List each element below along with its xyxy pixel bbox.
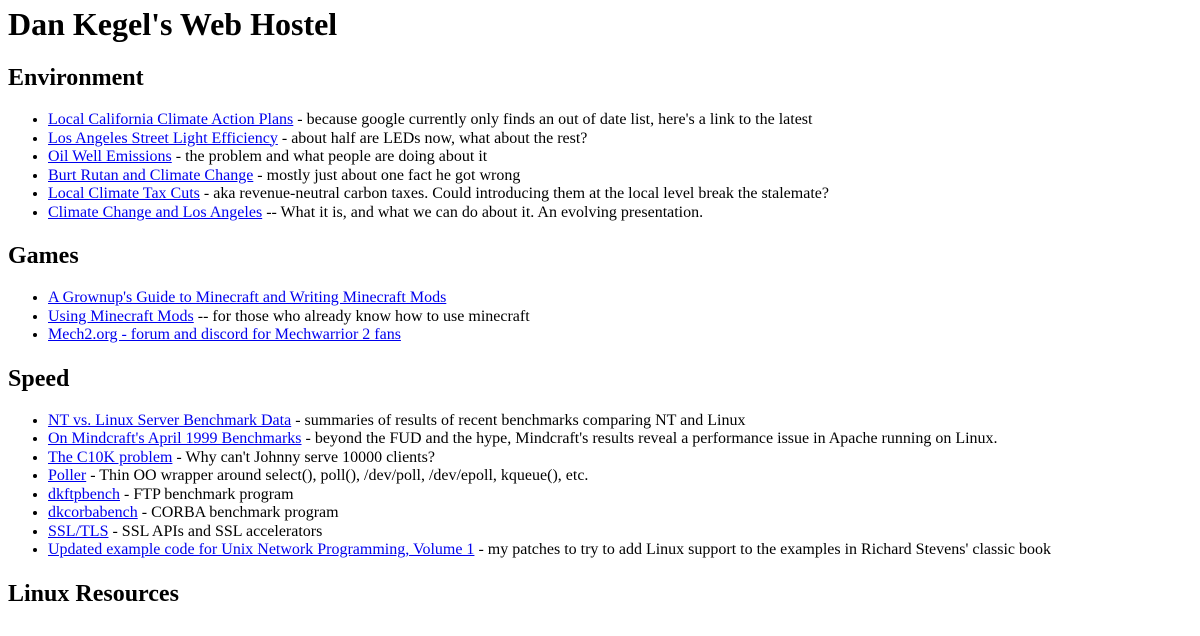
section-heading: Games (8, 243, 79, 269)
item-description: - Thin OO wrapper around select(), poll(), /dev/poll, /dev/epoll, kqueue(), etc. (86, 467, 589, 484)
link-list (8, 111, 1192, 222)
section-linux-resources (8, 580, 1192, 608)
link-mech2[interactable]: Mech2.org - forum and discord for Mechwarrior 2 fans (48, 326, 401, 343)
list-item (48, 130, 1192, 149)
list-item (48, 523, 1192, 542)
item-description: - SSL APIs and SSL accelerators (108, 522, 323, 540)
link-street-light-efficiency[interactable]: Los Angeles Street Light Efficiency (48, 129, 278, 147)
link-dkftpbench[interactable]: dkftpbench (48, 485, 120, 503)
section-heading: Linux Resources (8, 580, 179, 607)
list-item (48, 430, 1192, 449)
list-item (48, 111, 1192, 130)
item-description: - mostly just about one fact he got wrong (253, 166, 521, 184)
list-item (48, 541, 1192, 560)
item-description: - summaries of results of recent benchmarks comparing NT and Linux (291, 411, 746, 429)
item-description: -- What it is, and what we can do about it. An evolving presentation. (262, 203, 704, 221)
item-description: - the problem and what people are doing about it (171, 148, 488, 165)
link-mindcraft[interactable]: On Mindcraft's April 1999 Benchmarks (48, 430, 302, 447)
list-item (48, 449, 1192, 468)
list-item (48, 185, 1192, 204)
link-minecraft-guide[interactable]: A Grownup's Guide to Minecraft and Writing Minecraft Mods (48, 289, 447, 306)
item-description: - Why can't Johnny serve 10000 clients? (172, 448, 435, 466)
item-description: - FTP benchmark program (119, 485, 294, 503)
link-nt-vs-linux[interactable]: NT vs. Linux Server Benchmark Data (48, 411, 292, 429)
section-heading: Environment (8, 65, 144, 91)
link-list (8, 289, 1192, 345)
list-item (48, 289, 1192, 308)
section-speed (8, 365, 1192, 560)
item-description: - beyond the FUD and the hype, Mindcraft's results reveal a performance issue in Apache running on Linux. (301, 430, 998, 447)
link-c10k[interactable]: The C10K problem (48, 448, 173, 466)
item-description: - my patches to try to add Linux support to the examples in Richard Stevens' classic book (474, 541, 1051, 558)
link-climate-action-plans[interactable]: Local California Climate Action Plans (48, 111, 294, 128)
link-poller[interactable]: Poller (48, 467, 87, 484)
section-heading: Speed (8, 365, 70, 392)
link-dkcorbabench[interactable]: dkcorbabench (48, 504, 138, 521)
link-unp-example-code[interactable]: Updated example code for Unix Network Programming, Volume 1 (48, 541, 475, 558)
link-ssl-tls[interactable]: SSL/TLS (48, 522, 109, 540)
list-item (48, 308, 1192, 327)
list-item (48, 412, 1192, 431)
item-description: - aka revenue-neutral carbon taxes. Could introducing them at the local level break the stalemate? (199, 185, 829, 202)
list-item (48, 504, 1192, 523)
link-burt-rutan[interactable]: Burt Rutan and Climate Change (48, 166, 254, 184)
item-description: - because google currently only finds an out of date list, here's a link to the latest (293, 111, 813, 128)
link-using-minecraft-mods[interactable]: Using Minecraft Mods (48, 307, 194, 325)
list-item (48, 167, 1192, 186)
list-item (48, 326, 1192, 345)
item-description: -- for those who already know how to use minecraft (193, 307, 530, 325)
item-description: - CORBA benchmark program (137, 504, 339, 521)
link-local-climate-tax-cuts[interactable]: Local Climate Tax Cuts (48, 185, 200, 202)
page-title: Dan Kegel's Web Hostel (8, 6, 338, 42)
list-item (48, 467, 1192, 486)
link-oil-well-emissions[interactable]: Oil Well Emissions (48, 148, 172, 165)
section-games (8, 242, 1192, 345)
section-environment (8, 64, 1192, 222)
list-item (48, 486, 1192, 505)
link-list (8, 412, 1192, 560)
item-description: - about half are LEDs now, what about the rest? (277, 129, 588, 147)
list-item (48, 204, 1192, 223)
link-climate-change-la[interactable]: Climate Change and Los Angeles (48, 203, 263, 221)
list-item (48, 148, 1192, 167)
